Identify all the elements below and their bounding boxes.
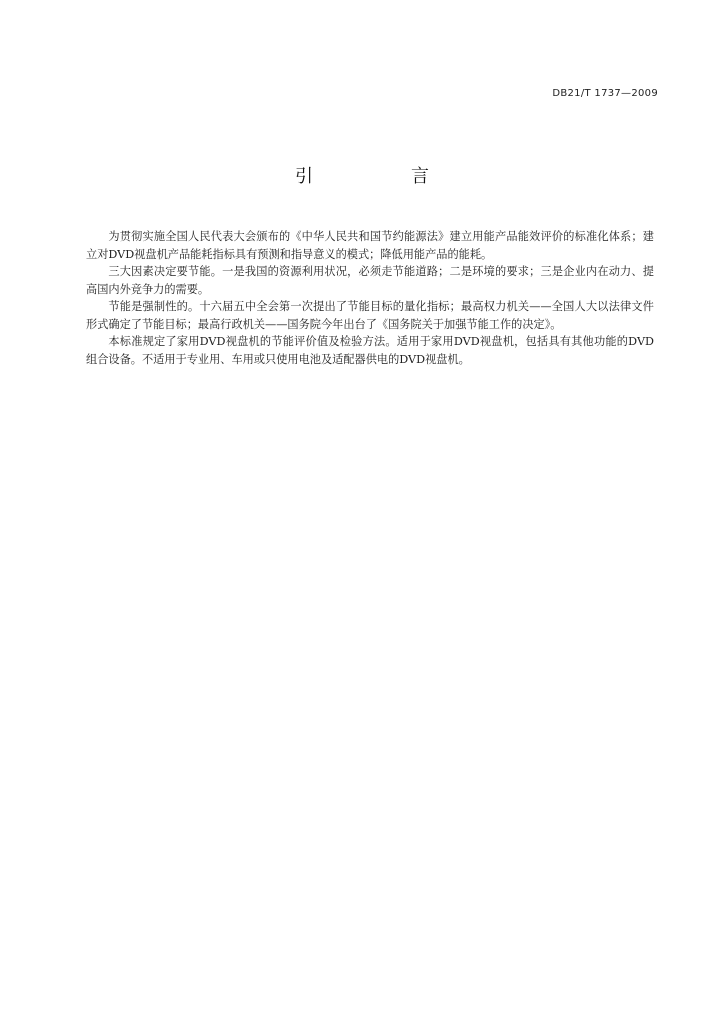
- standard-code: DB21/T 1737—2009: [552, 88, 658, 99]
- paragraph-4: 本标准规定了家用DVD视盘机的节能评价值及检验方法。适用于家用DVD视盘机，包括具有其他功能的DVD组合设备。不适用于专业用、车用或只使用电池及适配器供电的DVD视盘机。: [86, 335, 654, 366]
- paragraph-3: 节能是强制性的。十六届五中全会第一次提出了节能目标的量化指标；最高权力机关——全国人大以法律文件形式确定了节能目标；最高行政机关——国务院今年出台了《国务院关于加强节能工作的决定》。: [86, 300, 654, 331]
- introduction-body: [86, 228, 654, 368]
- paragraph-1: 为贯彻实施全国人民代表大会颁布的《中华人民共和国节约能源法》建立用能产品能效评价的标准化体系；建立对DVD视盘机产品能耗指标具有预测和指导意义的模式；降低用能产品的能耗。: [86, 230, 654, 261]
- paragraph-2: 三大因素决定要节能。一是我国的资源利用状况，必须走节能道路；二是环境的要求；三是企业内在动力、提高国内外竞争力的需要。: [86, 265, 654, 296]
- page-title: 引 言: [295, 166, 469, 187]
